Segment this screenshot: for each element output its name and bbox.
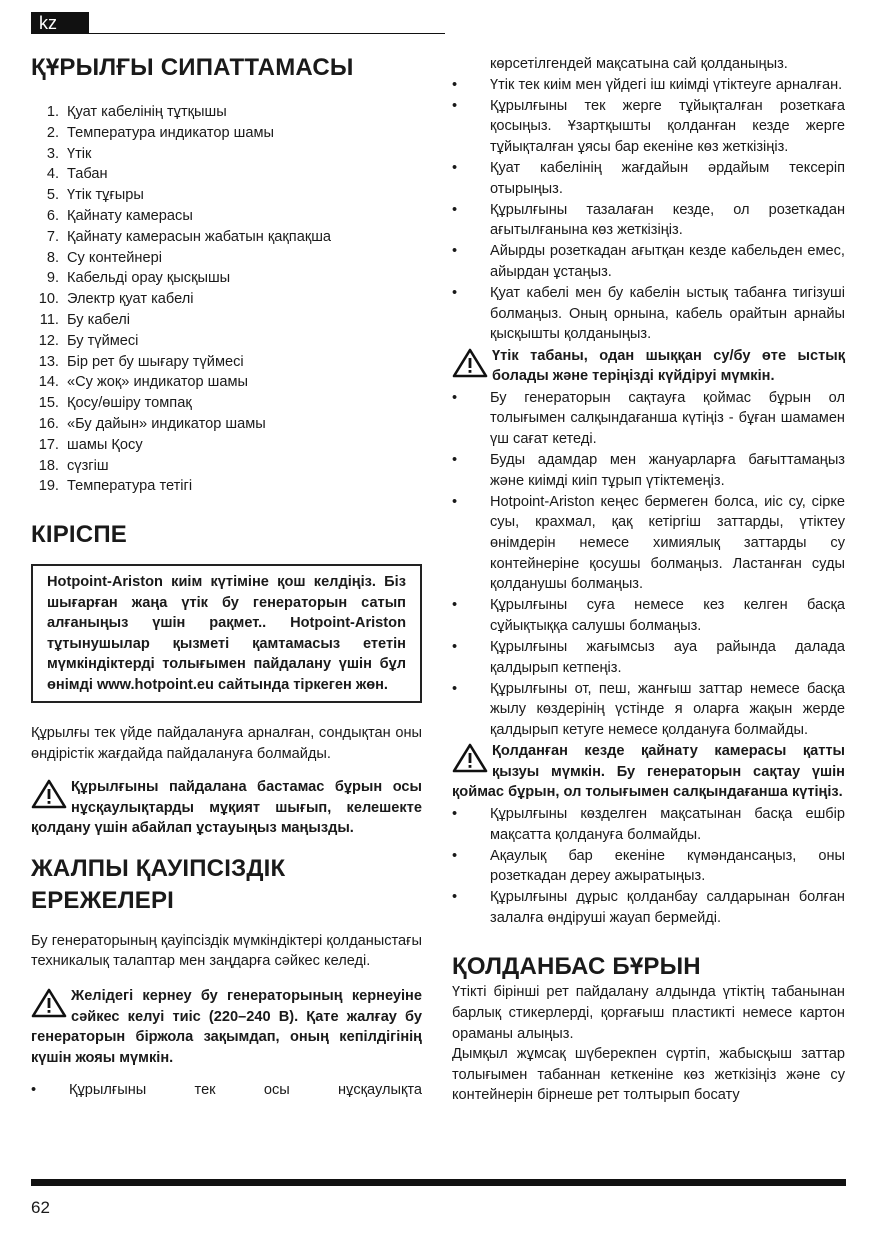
part-label: Бу кабелі	[67, 311, 131, 328]
list-item: • Айырды розеткадан ағытқан кезде кабельден емес, айырдан ұстаңыз.	[452, 241, 845, 282]
part-label: «Бу дайын» индикатор шамы	[67, 415, 266, 432]
part-number: 10.	[38, 291, 59, 308]
part-number: 1.	[46, 104, 59, 120]
part-label: Үтік	[67, 145, 92, 162]
intro-paragraph: Құрылғы тек үйде пайдалануға арналған, сондықтан оны өндірістік жағдайда пайдалануға болмайды.	[31, 725, 422, 762]
part-label: Қосу/өшіру томпақ	[67, 395, 192, 412]
warning-icon	[31, 988, 67, 1018]
list-item-text: Құрылғыны тек осы нұсқаулықта	[69, 1082, 422, 1099]
list-item: • Құрылғыны көзделген мақсатынан басқа ешбір мақсатта қолдануға болмайды.	[452, 804, 845, 845]
intro-warning-text: Құрылғыны пайдалана бастамас бұрын осы нұсқаулықтарды мұқият шығып, келешекте қолдану үшін абайлап ұстауыңыз маңызды.	[31, 779, 422, 837]
part-label: Үтік тұғыры	[67, 187, 144, 204]
before-use-title: ҚОЛДАНБАС БҰРЫН	[452, 953, 701, 981]
part-item	[31, 268, 422, 289]
part-number: 4.	[46, 166, 59, 183]
part-item	[31, 414, 422, 435]
part-number: 5.	[46, 187, 59, 204]
part-label: «Су жоқ» индикатор шамы	[67, 374, 248, 391]
part-label: Бір рет бу шығару түймесі	[67, 353, 244, 370]
voltage-warning-text: Желідегі кернеу бу генераторының кернеуіне сәйкес келуі тиіс (220–240 В). Қате жалғау бу генераторын біржола зақымдап, оның кепілдігінің күшін жояы мүмкін.	[31, 988, 422, 1066]
list-item: • Құрылғыны дұрыс қолданбау салдарынан болған залалға өндіруші жауап бермейді.	[452, 887, 845, 928]
part-label: Температура индикатор шамы	[67, 124, 274, 141]
part-item	[31, 435, 422, 456]
part-item	[31, 456, 422, 477]
part-label: Бу түймесі	[67, 332, 139, 349]
part-number: 19.	[38, 478, 59, 495]
part-label: Қайнату камерасы	[67, 207, 193, 224]
safety-title-line2: ЕРЕЖЕЛЕРІ	[31, 886, 175, 914]
intro-title: КІРІСПЕ	[31, 521, 127, 549]
hot-soleplate-warning	[452, 346, 845, 387]
list-item: • Құрылғыны тазалаған кезде, ол розеткадан ағытылғанына көз жеткізіңіз.	[452, 200, 845, 241]
safety-title-line1: ЖАЛПЫ ҚАУІПСІЗДІК	[31, 854, 286, 882]
part-item	[31, 185, 422, 206]
list-item: • Құрылғыны тек жерге тұйықталған розеткаға қосыңыз. Ұзартқышты қолданған кезде жерге тұйықталған ұясы бар екеніне көз жеткізіңіз.	[452, 96, 845, 158]
list-item: • Қуат кабелінің жағдайын әрдайым тексеріп отырыңыз.	[452, 158, 845, 199]
part-item	[31, 164, 422, 185]
before-use-paragraph-2: Дымқыл жұмсақ шүберекпен сүртіп, жабысқыш заттар толығымен табаннан кеткеніне көз жеткізіңіз және су контейнерін бірнеше рет толтырып босату	[452, 1046, 845, 1104]
part-number: 14.	[38, 374, 59, 391]
list-item: • Қуат кабелі мен бу кабелін ыстық табанға тигізуші болмаңыз. Оның орнына, кабель орайтын арнайы қысқышты қолданыңыз.	[452, 283, 845, 345]
list-item: • Бу генераторын сақтауға қоймас бұрын ол толығымен салқындағанша күтіңіз - бұған шамамен үш сағат кетеді.	[452, 388, 845, 450]
warning-icon	[452, 348, 488, 378]
part-item	[31, 144, 422, 165]
safety-bullets-b	[452, 388, 845, 741]
part-item	[31, 393, 422, 414]
part-item	[31, 227, 422, 248]
part-item	[31, 352, 422, 373]
list-item: • Hotpoint-Ariston кеңес бермеген болса, иіс су, сірке суы, крахмал, қақ кетіргіш заттарды, үтіктеу өнімдерін немесе химиялық заттарды су контейнеріне қосушы болмаңыз. Ластанған суды қолданушы болмаңыз.	[452, 492, 845, 595]
part-number: 3.	[46, 145, 59, 162]
safety-bullets-start	[31, 1080, 422, 1101]
part-label: Су контейнері	[67, 249, 162, 266]
page-number: 62	[31, 1198, 50, 1217]
hot-soleplate-warning-text: Үтік табаны, одан шыққан су/бу өте ыстық болады және теріңізді күйдіруі мүмкін.	[492, 347, 845, 385]
part-item	[31, 102, 422, 123]
part-label: Кабельді орау қысқышы	[67, 270, 231, 287]
part-item	[31, 123, 422, 144]
part-label: сүзгіш	[67, 457, 109, 474]
list-item: • Құрылғыны суға немесе кез келген басқа сұйықтыққа салушы болмаңыз.	[452, 595, 845, 636]
part-number: 16.	[38, 415, 59, 432]
part-number: 15.	[38, 395, 59, 412]
part-item	[31, 289, 422, 310]
part-number: 18.	[38, 457, 59, 474]
list-item: • Ақаулық бар екеніне күмәндансаңыз, оны розеткадан дереу ажыратыңыз.	[452, 846, 845, 887]
part-number: 9.	[46, 270, 59, 287]
header-rule	[89, 33, 445, 34]
part-number: 17.	[38, 436, 59, 453]
before-use-paragraph-1: Үтікті бірінші рет пайдалану алдында үтіктің табанынан барлық стикерлерді, қорғағыш пластикті немесе картон ораманы алыңыз.	[452, 984, 845, 1042]
left-column	[31, 52, 422, 1101]
footer-rule	[31, 1179, 846, 1186]
part-number: 6.	[46, 207, 59, 224]
warning-icon	[31, 779, 67, 809]
part-item	[31, 331, 422, 352]
part-item	[31, 372, 422, 393]
part-number: 8.	[46, 249, 59, 266]
safety-title	[31, 853, 422, 917]
part-item	[31, 248, 422, 269]
right-column	[452, 54, 845, 1106]
part-number: 2.	[46, 124, 59, 141]
voltage-warning	[31, 986, 422, 1068]
list-item: • Буды адамдар мен жануарларға бағыттамаңыз және киімді киіп тұрып үтіктемеңіз.	[452, 450, 845, 491]
welcome-box	[31, 564, 422, 703]
safety-bullets-a	[452, 75, 845, 345]
part-label: Табан	[67, 166, 108, 183]
parts-list	[31, 102, 422, 497]
safety-paragraph: Бу генераторының қауіпсіздік мүмкіндіктері қолданыстағы техникалық талаптар мен заңдарға сәйкес келеді.	[31, 932, 422, 970]
language-tab: kz	[31, 12, 89, 34]
list-item: • Құрылғыны от, пеш, жанғыш заттар немесе басқа жылу көздерінің үстінде я оларға жақын жерде қалдырып кетуге немесе қолдануға болмайды.	[452, 679, 845, 741]
part-label: шамы Қосу	[67, 436, 143, 453]
bullet-continuation: көрсетілгендей мақсатына сай қолданыңыз.	[490, 56, 788, 72]
list-item: • Үтік тек киім мен үйдегі іш киімді үтіктеуге арналған.	[452, 75, 845, 96]
boiler-hot-warning	[452, 741, 845, 803]
part-label: Температура тетігі	[67, 478, 193, 495]
part-number: 12.	[38, 332, 59, 349]
list-item	[31, 1080, 422, 1101]
part-number: 13.	[38, 353, 59, 370]
boiler-hot-warning-text: Қолданған кезде қайнату камерасы қатты қызуы мүмкін. Бу генераторын сақтау үшін қоймас бұрын, ол толығымен салқындағанша күтіңіз.	[452, 743, 845, 801]
welcome-text: Hotpoint-Ariston киім күтіміне қош келдіңіз. Біз шығарған жаңа үтік бу генераторын сатып алғаныңыз үшін рақмет.. Hotpoint-Ariston тұтынушылар қызметі қамтамасыз ететін мүмкіндіктерді толығымен пайдалану үшін бұл өнімді www.hotpoint.eu сайтында тіркеген жөн.	[47, 574, 406, 693]
part-item	[31, 206, 422, 227]
part-item	[31, 476, 422, 497]
part-number: 7.	[46, 228, 59, 245]
part-label: Қуат кабелінің тұтқышы	[67, 104, 227, 120]
part-number: 11.	[39, 311, 59, 328]
part-label: Электр қуат кабелі	[67, 291, 194, 308]
part-label: Қайнату камерасын жабатын қақпақша	[67, 228, 332, 245]
part-item	[31, 310, 422, 331]
warning-icon	[452, 743, 488, 773]
intro-warning	[31, 777, 422, 839]
list-item: • Құрылғыны жағымсыз ауа райында далада қалдырып кетпеңіз.	[452, 637, 845, 678]
safety-bullets-c	[452, 804, 845, 929]
description-title: ҚҰРЫЛҒЫ СИПАТТАМАСЫ	[31, 54, 354, 81]
